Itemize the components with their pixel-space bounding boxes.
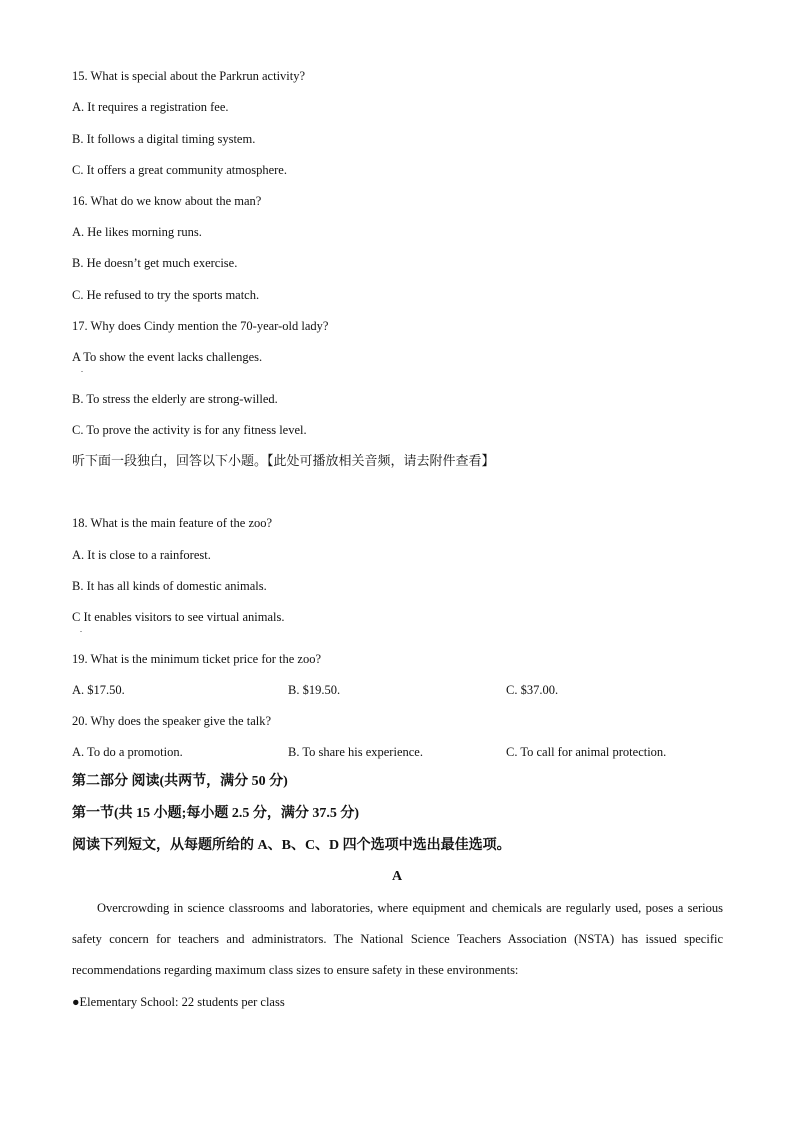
question-16-option-b: B. He doesn’t get much exercise. [72, 256, 238, 270]
passage-bullet-item: ●Elementary School: 22 students per class [72, 995, 285, 1009]
part-two-heading: 第二部分 阅读(共两节，满分 50 分) [72, 774, 288, 789]
question-16-option-a: A. He likes morning runs. [72, 225, 202, 239]
question-19-option-b: B. $19.50. [288, 683, 341, 697]
reading-directions: 阅读下列短文，从每题所给的 A、B、C、D 四个选项中选出最佳选项。 [72, 838, 511, 853]
question-18-option-b: B. It has all kinds of domestic animals. [72, 579, 267, 593]
question-15-option-c: C. It offers a great community atmosphere. [72, 163, 287, 177]
section-one-heading: 第一节(共 15 小题;每小题 2.5 分，满分 37.5 分) [72, 806, 359, 821]
question-20-option-b: B. To share his experience. [288, 745, 423, 759]
question-18-stem: 18. What is the main feature of the zoo? [72, 516, 273, 530]
passage-label: A [391, 869, 403, 884]
question-16-stem: 16. What do we know about the man? [72, 194, 262, 208]
question-18-option-c: C It enables visitors to see virtual animals. [72, 610, 285, 624]
question-19-option-a: A. $17.50. [72, 683, 125, 697]
option-dot-mark: . [80, 625, 82, 634]
question-16-option-c: C. He refused to try the sports match. [72, 288, 260, 302]
question-17-option-b: B. To stress the elderly are strong-willed. [72, 392, 278, 406]
question-20-option-c: C. To call for animal protection. [506, 745, 667, 759]
question-17-option-c: C. To prove the activity is for any fitness level. [72, 423, 307, 437]
listening-instruction: 听下面一段独白，回答以下小题。【此处可播放相关音频，请去附件查看】 [72, 453, 495, 468]
question-19-option-c: C. $37.00. [506, 683, 559, 697]
question-15-stem: 15. What is special about the Parkrun activity? [72, 69, 306, 83]
question-15-option-b: B. It follows a digital timing system. [72, 132, 256, 146]
question-18-option-a: A. It is close to a rainforest. [72, 548, 211, 562]
question-19-stem: 19. What is the minimum ticket price for the zoo? [72, 652, 322, 666]
question-20-stem: 20. Why does the speaker give the talk? [72, 714, 272, 728]
question-15-option-a: A. It requires a registration fee. [72, 100, 229, 114]
passage-paragraph: Overcrowding in science classrooms and laboratories, where equipment and chemicals are regularly used, poses a serious safety concern for teachers and administrators. The National Science Teachers Association (NSTA) has issued specific recommendations regarding maximum class sizes to ensure safety in these environments: [72, 901, 723, 977]
question-17-stem: 17. Why does Cindy mention the 70-year-old lady? [72, 319, 329, 333]
question-20-option-a: A. To do a promotion. [72, 745, 183, 759]
option-dot-mark: . [81, 365, 83, 374]
question-17-option-a: A To show the event lacks challenges. [72, 350, 263, 364]
